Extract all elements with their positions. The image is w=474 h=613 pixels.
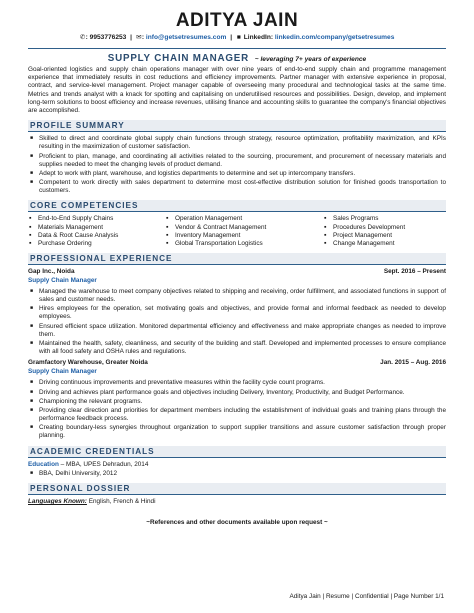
job-title: Supply Chain Manager bbox=[28, 276, 97, 284]
phone-icon: ✆ bbox=[79, 34, 86, 41]
competency-item: ▪ Materials Management bbox=[28, 224, 165, 232]
job-duty: ■ Hires employees for the operation, set motivating goals and objectives, and provide formal and informal feedback as needed to develop employees. bbox=[28, 305, 446, 321]
personal-dossier-section bbox=[28, 483, 446, 506]
competencies-grid bbox=[28, 215, 446, 247]
profile-list bbox=[28, 135, 446, 195]
competency-item: ▪ Global Transportation Logistics bbox=[165, 240, 323, 248]
education-main bbox=[28, 461, 446, 469]
role-title: SUPPLY CHAIN MANAGER bbox=[107, 53, 249, 64]
languages-value: English, French & Hindi bbox=[86, 498, 156, 505]
contact-separator: | bbox=[130, 34, 133, 41]
academic-credentials-section bbox=[28, 446, 446, 478]
education-item: ■ BBA, Delhi University, 2012 bbox=[28, 470, 446, 478]
education-label: Education bbox=[28, 460, 59, 468]
competency-column bbox=[323, 215, 433, 247]
job-dates: Jan. 2015 – Aug. 2016 bbox=[380, 359, 446, 367]
email-icon: ✉ bbox=[136, 34, 142, 41]
linkedin-link[interactable]: linkedin.com/company/getsetresumes bbox=[274, 34, 395, 41]
job-duty: ■ Creating boundary-less synergies throughout organization to support supplier transitions and assure customer satisfaction through proper planning. bbox=[28, 424, 446, 440]
phone-number: 9953776253 bbox=[89, 34, 127, 41]
professional-experience-section bbox=[28, 253, 446, 441]
candidate-name: ADITYA JAIN bbox=[175, 10, 299, 31]
job-dates: Sept. 2016 – Present bbox=[383, 267, 446, 275]
job-duty: ■ Driving and achieves plant performance goals and objectives including Delivery, Inventory, Productivity, and Budget Performance. bbox=[28, 389, 446, 397]
email-link[interactable]: info@getsetresumes.com bbox=[145, 34, 227, 41]
references-note: ~References and other documents available upon request ~ bbox=[146, 519, 328, 527]
profile-item: ■ Adept to work with plant, warehouse, and logistics departments to determine and set up intercompany transfers. bbox=[28, 170, 446, 178]
job-duty: ■ Maintained the health, safety, cleanliness, and security of the building and staff. Developed and implemented processes to ensure compliance with all food safety and OSHA rules and regulations. bbox=[28, 340, 446, 356]
competency-item: ▪ Project Management bbox=[323, 232, 433, 240]
job-duty: ■ Driving continuous improvements and preventative measures within the facility cycle count programs. bbox=[28, 379, 446, 387]
section-heading: PROFILE SUMMARY bbox=[28, 120, 446, 132]
contact-separator: | bbox=[230, 34, 233, 41]
section-heading: PERSONAL DOSSIER bbox=[28, 483, 446, 495]
competency-item: ▪ Change Management bbox=[323, 240, 433, 248]
competency-item: ▪ Sales Programs bbox=[323, 215, 433, 223]
contact-line: ✆: 9953776253 | ✉: info@getsetresumes.com | ■ LinkedIn: linkedin.com/company/getsetresumes bbox=[79, 34, 395, 41]
company-name: Gap Inc., Noida bbox=[28, 267, 75, 275]
competency-item: ▪ Procedures Development bbox=[323, 224, 433, 232]
section-heading: ACADEMIC CREDENTIALS bbox=[28, 446, 446, 458]
competency-item: ▪ End-to-End Supply Chains bbox=[28, 215, 165, 223]
job-title: Supply Chain Manager bbox=[28, 368, 97, 376]
competency-item: ▪ Purchase Ordering bbox=[28, 240, 165, 248]
profile-item: ■ Skilled to direct and coordinate global supply chain functions through strategy, resource optimization, profitability maximization, and KPIs resulting in the maximization of customer satisfaction. bbox=[28, 135, 446, 151]
linkedin-label: LinkedIn: bbox=[243, 34, 274, 41]
section-heading: CORE COMPETENCIES bbox=[28, 200, 446, 212]
job-duty: ■ Managed the warehouse to meet company objectives related to shipping and receiving, order fulfillment, and associated functions in support of sales and customer needs. bbox=[28, 288, 446, 304]
job-duty: ■ Ensured efficient space utilization. Monitored departmental efficiency and effectiveness and make appropriate changes as needed to improve them. bbox=[28, 323, 446, 339]
job-duty: ■ Providing clear direction and priorities for department members including the establishment of individual goals and training plans through the performance feedback process. bbox=[28, 407, 446, 423]
education-degree: – MBA, UPES Dehradun, 2014 bbox=[58, 460, 149, 468]
competency-item: ▪ Vendor & Contract Management bbox=[165, 224, 323, 232]
profile-item: ■ Proficient to plan, manage, and coordinating all activities related to the sourcing, procurement, and procurement of necessary materials and supplies needed to meet the changing levels of product demand. bbox=[28, 153, 446, 169]
job-header bbox=[28, 359, 446, 367]
profile-summary-section bbox=[28, 120, 446, 195]
job-duty: ■ Championing the relevant programs. bbox=[28, 398, 446, 406]
competency-column bbox=[165, 215, 323, 247]
education-list bbox=[28, 470, 446, 478]
profile-item: ■ Competent to work directly with sales department to determine most cost-effective distribution solution for finished goods transportation to customers. bbox=[28, 179, 446, 195]
summary-paragraph: Goal-oriented logistics and supply chain operations manager with over nine years of end-to-end supply chain and programme management experience that immediately results in cost reductions and efficiency improvements. Partner manager with extensive experience in proposal, contract, and service-level management. Project manager capable of overseeing many procedural and technological tasks at the same time. Metrics and trends analyst with a knack for spotting and capitalising on underutilised resources and possibilities. Design, develop, and implement long-term solutions to boost efficiency and increase revenues, utilising finance and accounting skills to guarantee the company's financial objectives are accomplished. bbox=[28, 66, 446, 114]
role-tagline: ~ leveraging 7+ years of experience bbox=[254, 56, 367, 63]
company-name: Gramfactory Warehouse, Greater Noida bbox=[28, 359, 148, 367]
competency-item: ▪ Data & Root Cause Analysis bbox=[28, 232, 165, 240]
role-heading bbox=[28, 49, 446, 64]
languages-line bbox=[28, 498, 446, 506]
competency-item: ▪ Inventory Management bbox=[165, 232, 323, 240]
competency-column bbox=[28, 215, 165, 247]
job-duties-list bbox=[28, 379, 446, 440]
core-competencies-section bbox=[28, 200, 446, 247]
job-header bbox=[28, 268, 446, 276]
languages-label: Languages Known: bbox=[28, 498, 87, 505]
linkedin-icon: ■ bbox=[236, 34, 241, 41]
job-duties-list bbox=[28, 288, 446, 357]
section-heading: PROFESSIONAL EXPERIENCE bbox=[28, 253, 446, 265]
competency-item: ▪ Operation Management bbox=[165, 215, 323, 223]
page-footer: Aditya Jain | Resume | Confidential | Page Number 1/1 bbox=[289, 593, 444, 600]
